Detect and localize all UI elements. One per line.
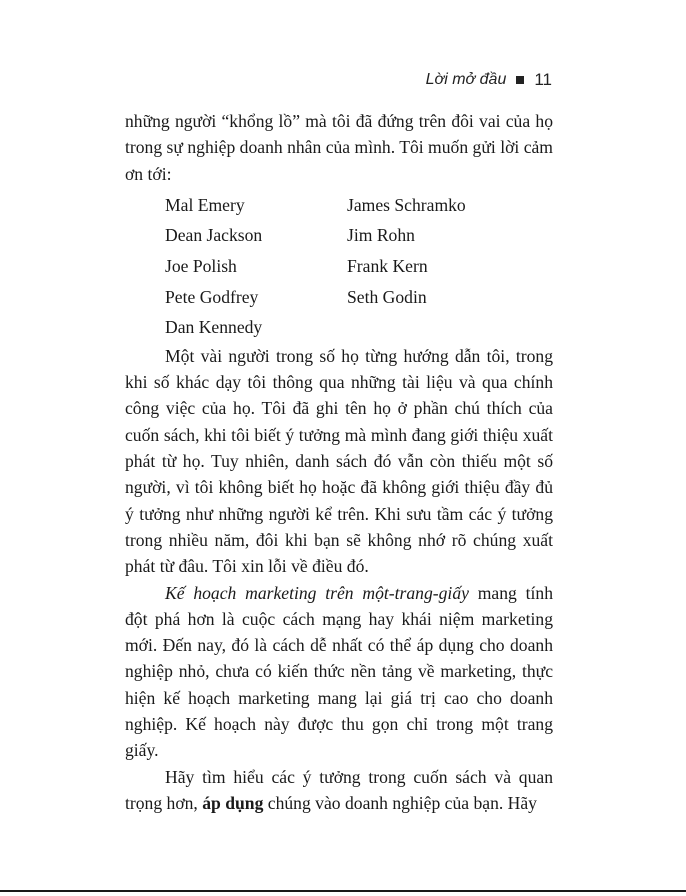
name-item: Dan Kennedy [165, 317, 263, 338]
name-item: Joe Polish [165, 256, 237, 277]
paragraph-3 [125, 580, 553, 764]
paragraph-3-text: mang tính đột phá hơn là cuộc cách mạng hay khái niệm marketing mới. Đến nay, đó là cách dễ nhất có thể áp dụng cho doanh nghiệp nhỏ, chưa có kiến thức nền tảng về marketing, thực hiện kế hoạch marketing mang lại giá trị cao cho doanh nghiệp. Kế hoạch này được thu gọn chỉ trong một trang giấy. [125, 582, 553, 761]
chapter-title: Lời mở đầu [425, 71, 507, 88]
name-item: Frank Kern [347, 256, 428, 277]
name-item: Mal Emery [165, 194, 245, 215]
apply-bold: áp dụng [202, 792, 264, 813]
name-item: Pete Godfrey [165, 286, 259, 307]
paragraph-4-start: Hãy tìm hiểu các ý tưởng trong cuốn sách và quan trọng hơn, [125, 766, 553, 813]
paragraph-4-end: chúng vào doanh nghiệp của bạn. Hãy [263, 792, 537, 813]
name-item: Jim Rohn [347, 225, 415, 246]
name-item: Dean Jackson [165, 225, 263, 246]
names-list [125, 190, 553, 343]
paragraph-1: những người “khổng lồ” mà tôi đã đứng trên đôi vai của họ trong sự nghiệp doanh nhân của mình. Tôi muốn gửi lời cảm ơn tới: [125, 111, 553, 184]
running-head [426, 70, 552, 90]
name-item: James Schramko [347, 194, 466, 215]
bottom-rule [0, 890, 686, 892]
paragraph-2: Một vài người trong số họ từng hướng dẫn tôi, trong khi số khác dạy tôi thông qua những tài liệu và qua chính công việc của họ. Tôi đã ghi tên họ ở phần chú thích của cuốn sách, khi tôi biết ý tưởng mà mình đang giới thiệu xuất phát từ họ. Tuy nhiên, danh sách đó vẫn còn thiếu một số người, vì tôi không biết họ hoặc đã không giới thiệu đầy đủ ý tưởng như những người kể trên. Khi sưu tầm các ý tưởng trong nhiều năm, đôi khi bạn sẽ không nhớ rõ chúng xuất phát từ đâu. Tôi xin lỗi về điều đó. [125, 345, 553, 577]
book-title-italic: Kế hoạch marketing trên một-trang-giấy [165, 582, 469, 603]
separator-square-icon [516, 76, 524, 84]
body-text [125, 108, 553, 816]
name-item: Seth Godin [347, 286, 427, 307]
page-number: 11 [534, 70, 552, 89]
paragraph-4 [125, 764, 553, 817]
